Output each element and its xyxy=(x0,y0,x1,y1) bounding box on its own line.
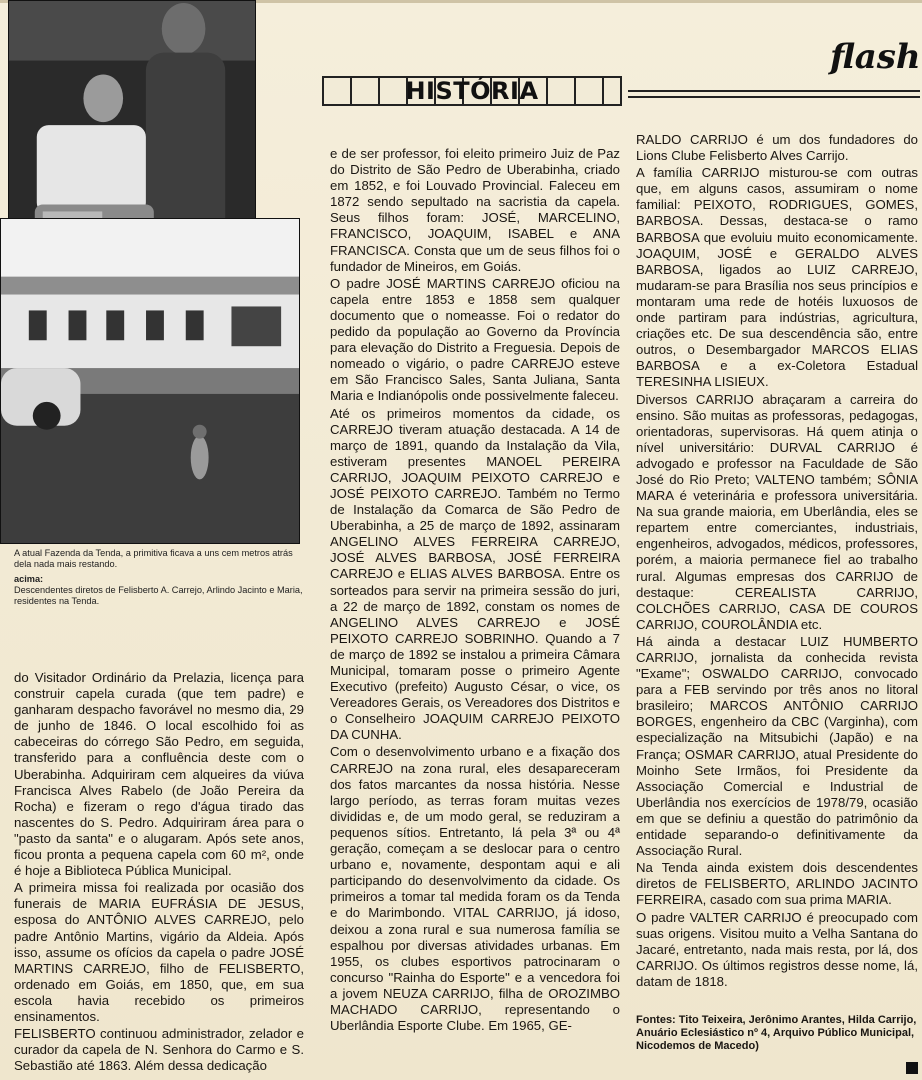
section-title xyxy=(322,76,622,106)
photo-fazenda-tenda xyxy=(0,218,300,544)
caption-top: Descendentes diretos de Felisberto A. Carrejo, Arlindo Jacinto e Maria, residentes na Tenda. xyxy=(14,585,303,606)
paragraph: e de ser professor, foi eleito primeiro Juiz de Paz do Distrito de São Pedro de Uberabinha, criado em 1852, e foi Louvado Provincial. Faleceu em 1872 sendo sepultado na sacristia da capela. Seus filhos foram: JOSÉ, MARCELINO, FRANCISCO, JOAQUIM, ISABEL e ANA FRANCISCA. Consta que um de seus filhos foi o fundador de Mineiros, em Goiás. xyxy=(330,146,620,274)
paragraph: Há ainda a destacar LUIZ HUMBERTO CARRIJO, jornalista da conhecida revista "Exame"; OSWALDO CARRIJO, convocado para a FEB servindo por três anos no litoral brasileiro; MARCOS ANTÔNIO CARRIJO BORGES, engenheiro da CBC (Varginha), com especialização na Mitsubichi (Japão) e na França; OSMAR CARRIJO, atual Presidente do Moinho Sete Irmãos, foi Presidente da Associação Comercial e Industrial de Uberlândia nos exercícios de 1978/79, ocasião em que se definiu a questão do patrimônio da entidade separando-o definitivamente da Associação Rural. xyxy=(636,633,918,859)
paragraph: do Visitador Ordinário da Prelazia, licença para construir capela curada (que tem padre) e ganharam despacho favorável no mesmo dia, 29 de junho de 1846. O local escolhido foi as cabeceiras do córrego São Pedro, em seguida, transferido para a confluência deste com o Uberabinha. Adquiriram cem alqueires da viúva Francisca Alves Rabelo (de João Pereira da Rocha) e fizeram o rego d'água tirado das nascentes do S. Pedro. Adquiriram área para o "pasto da santa" e o alugaram. Após sete anos, ficou pronta a pequena capela com 60 m², onde é hoje a Biblioteca Pública Municipal. xyxy=(14,670,304,879)
paragraph: Diversos CARRIJO abraçaram a carreira do ensino. São muitas as professoras, pedagogas, orientadoras, supervisoras. Há quem atinja o nível universitário: DURVAL CARRIJO é advogado e professor na Faculdade de São José do Rio Preto; VALTENO também; SÔNIA MARA é veterinária e professora universitária. Na sua grande maioria, em Uberlândia, eles se repartem entre comerciantes, industriais, engenheiros, advogados, médicos, professores, porém, a maioria permanece fiel ao trabalho rural. Algumas empresas dos CARRIJO de destaque: CEREALISTA CARRIJO, COLCHÕES CARRIJO, CASA DE COUROS CARRIJO, COUROLÂNDIA etc. xyxy=(636,391,918,632)
paragraph: A família CARRIJO misturou-se com outras que, em alguns casos, assumiram o nome familial: PEIXOTO, RODRIGUES, GOMES, BARBOSA. Dessas, destaca-se o ramo BARBOSA que evoluiu muito economicamente. JOAQUIM, JOSÉ e GERALDO ALVES BARBOSA, ligados ao LUIZ CARREJO, mudaram-se para Brasília nos seus princípios e montaram uma rede de hotéis luxuosos de onde partiram para indústrias, agricultura, criações etc. De sua descendência são, entre outros, o Desembargador MARCOS ELIAS BARBOSA e a ex-Coletora Estadual TERESINHA LISIEUX. xyxy=(636,165,918,390)
photo-fazenda-image xyxy=(1,219,299,543)
column-middle xyxy=(330,146,620,1035)
header-rule xyxy=(628,90,920,98)
paragraph: Até os primeiros momentos da cidade, os CARREJO tiveram atuação destacada. A 14 de março de 1891, quando da Instalação da Vila, estiveram presentes MANOEL PEREIRA CARRIJO, JOAQUIM PEIXOTO CARREJO e JOSÉ PEIXOTO CARREJO. Também no Termo de Instalação da Comarca de São Pedro de Uberabinha, a 25 de março de 1892, assinaram ANGELINO ALVES FERREIRA CARREJO, JOSÉ ALVES BARBOSA, JOSÉ FERREIRA CARREJO e ELIAS ALVES BARBOSA. Entre os sorteados para servir na primeira sessão do juri, a 22 de março de 1892, constam os nomes de ANGELINO ALVES CARREJO e JOSÉ PEIXOTO CARREJO SOBRINHO. Quando a 7 de março de 1892 se instalou a primeira Câmara Municipal, tomaram posse o primeiro Agente Executivo (prefeito) Augusto César, o vice, os Vereadores Gerais, os Vereadores dos Distritos e o Conselheiro JOAQUIM CARREJO PEIXOTO DA CUNHA. xyxy=(330,405,620,743)
section-header xyxy=(322,76,622,106)
sources-note: Fontes: Tito Teixeira, Jerônimo Arantes, Hilda Carrijo, Anuário Eclesiástico nº 4, Arquivo Público Municipal, Nicodemos de Macedo) xyxy=(636,1014,917,1053)
paragraph: O padre JOSÉ MARTINS CARREJO oficiou na capela entre 1853 e 1858 sem qualquer documento que o nomeasse. Foi o redator do pedido da população ao Governo da Província para elevação do Distrito a Freguesia. Depois de nomeado o vigário, o padre CARREJO esteve em São Francisco Sales, Santa Juliana, Santa Maria e Indianópolis onde possivelmente faleceu. xyxy=(330,275,620,404)
brand-logo: flash xyxy=(830,37,921,77)
end-mark xyxy=(906,1062,918,1074)
photo-captions xyxy=(14,548,304,607)
column-right xyxy=(636,132,918,991)
section-title-text: HISTÓRIA xyxy=(405,77,539,105)
caption-main: A atual Fazenda da Tenda, a primitiva ficava a uns cem metros atrás dela nada mais restando. xyxy=(14,548,293,569)
paragraph: FELISBERTO continuou administrador, zelador e curador da capela de N. Senhora do Carmo e S. Sebastião até 1863. Além dessa dedicação xyxy=(14,1026,304,1074)
paragraph: A primeira missa foi realizada por ocasião dos funerais de MARIA EUFRÁSIA DE JESUS, esposa do ANTÔNIO ALVES CARREJO, pelo padre Antônio Martins, vigário da Aldeia. Após isso, assume os ofícios da capela o padre JOSÉ MARTINS CARREJO, filho de FELISBERTO, ordenado em Goiás, em 1850, que, em sua escola havia recebido os primeiros ensinamentos. xyxy=(14,880,304,1024)
paragraph: O padre VALTER CARRIJO é preocupado com suas origens. Visitou muito a Velha Santana do Jacaré, entretanto, nada mais resta, por lá, dos CARRIJO. Os últimos registros desse nome, lá, datam de 1818. xyxy=(636,909,918,989)
caption-top-label: acima: xyxy=(14,574,44,584)
paragraph: Com o desenvolvimento urbano e a fixação dos CARREJO na zona rural, eles desapareceram dos fatos marcantes da nossa história. Nesse largo período, as terras foram muitas vezes divididas e, de um modo geral, se reduziram a pequenos sítios. Entretanto, lá pela 3ª ou 4ª geração, começam a se deslocar para o centro urbano e, novamente, despontam aqui e ali participando do desenvolvimento da cidade. Os primeiros a tomar tal medida foram os da Tenda e do Marimbondo. VITAL CARRIJO, já idoso, deixou a zona rural e sua numerosa família se espalhou por diversas atividades urbanas. Em 1955, os clubes esportivos patrocinaram o concurso "Rainha do Esporte" e a vencedora foi a jovem NEUZA CARRIJO, filha de OROZIMBO MACHADO CARRIJO, representando o Uberlândia Esporte Clube. Em 1965, GE- xyxy=(330,744,620,1034)
column-left xyxy=(14,670,304,1075)
paragraph: RALDO CARRIJO é um dos fundadores do Lions Clube Felisberto Alves Carrijo. xyxy=(636,132,918,164)
paragraph: Na Tenda ainda existem dois descendentes diretos de FELISBERTO, ARLINDO JACINTO FERREIRA, casado com sua prima MARIA. xyxy=(636,860,918,908)
